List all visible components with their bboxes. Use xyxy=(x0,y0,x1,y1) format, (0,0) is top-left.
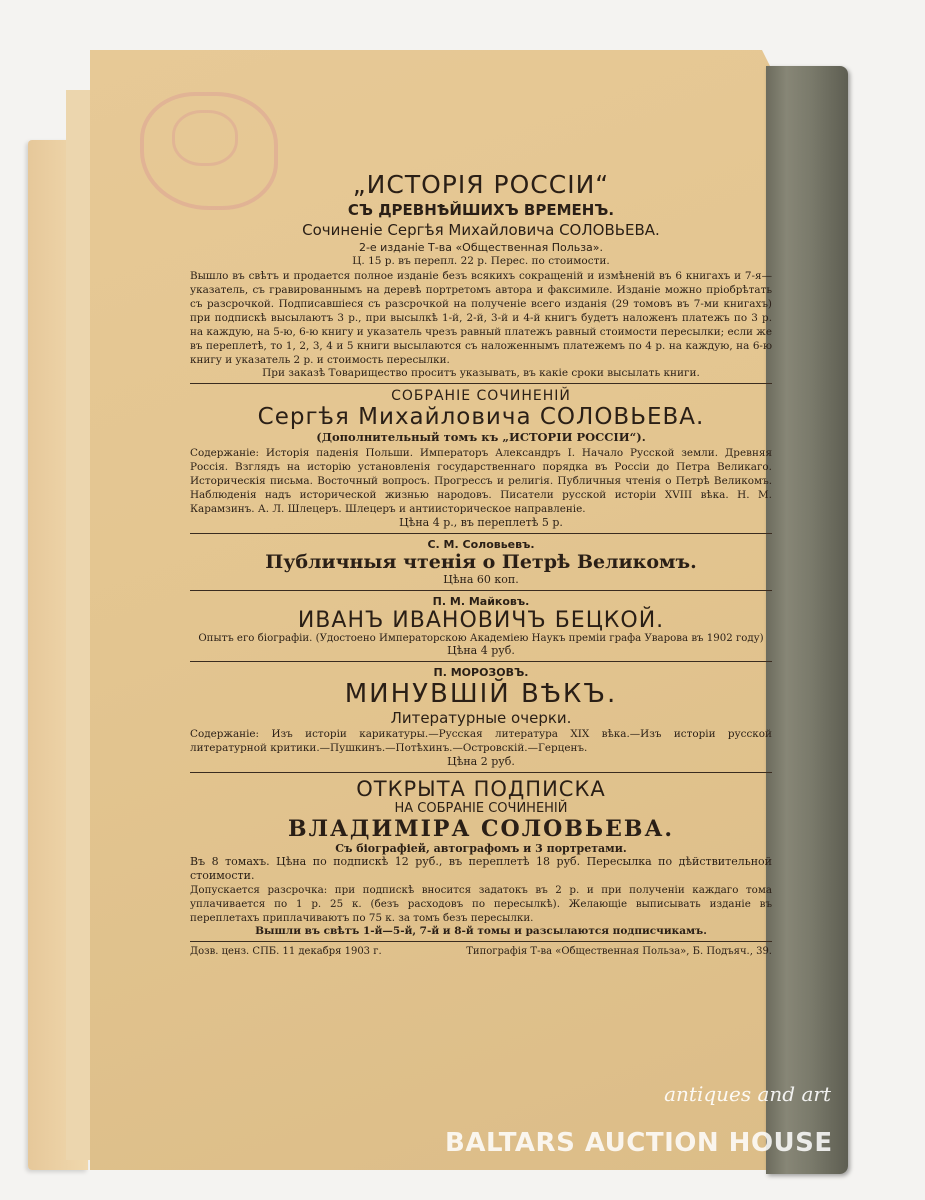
ad1-body: Вышло въ свѣтъ и продается полное изданіе безъ всякихъ сокращеній и измѣненій въ 6 книгахъ и 7-я—указатель, съ гравированнымъ на деревѣ портретомъ автора и факсимиле. Изданіе можно пріобрѣтать съ разсрочкой. Подписавшіеся съ разсрочкой на полученіе всего изданія (29 томовъ въ 7-ми книгахъ) при подпискѣ высылаютъ 3 р., при высылкѣ 1-й, 2-й, 3-й и 4-й книгъ будетъ наложенъ платежъ по 3 р. на каждую, на 5-ю, 6-ю книгу и указатель чрезъ равный платежъ равный стоимости пересылки; если же въ переплетѣ, то 1, 2, 3, 4 и 5 книги высылаются съ наложеннымъ платежемъ по 4 р. на каждую, на 6-ю книгу и указатель 2 р. и стоимость пересылки. xyxy=(190,270,772,366)
watermark-tagline: antiques and art xyxy=(664,1082,831,1106)
library-stamp-inner xyxy=(172,110,238,166)
censor-note: Дозв. ценз. СПБ. 11 декабря 1903 г. xyxy=(190,946,382,957)
watermark-name: BALTARS AUCTION HOUSE xyxy=(445,1128,833,1158)
ad5-price: Цѣна 2 руб. xyxy=(447,755,515,768)
ad2-header: СОБРАНІЕ СОЧИНЕНІЙ xyxy=(391,388,571,404)
ad6-title: ВЛАДИМІРА СОЛОВЬЕВА. xyxy=(287,816,675,842)
ad6-price: Въ 8 томахъ. Цѣна по подпискѣ 12 руб., въ переплетѣ 18 руб. Пересылка по дѣйствительной стоимости. xyxy=(190,855,772,882)
auction-watermark xyxy=(445,1080,845,1170)
ad1-note: При заказѣ Товарищество проситъ указывать, въ какіе сроки высылать книги. xyxy=(262,367,700,379)
divider xyxy=(190,941,772,942)
ad1-title: „ИСТОРІЯ РОССІИ“ xyxy=(352,170,610,199)
ad2-title: Сергѣя Михайловича СОЛОВЬЕВА. xyxy=(257,404,705,430)
ad2-price: Цѣна 4 р., въ переплетѣ 5 р. xyxy=(399,516,563,529)
ad1-edition: 2-е изданіе Т-ва «Общественная Польза». xyxy=(358,241,604,254)
ad5-body: Содержаніе: Изъ исторіи карикатуры.—Русская литература XIX вѣка.—Изъ исторіи русской литературной критики.—Пушкинъ.—Потѣхинъ.—Островскій.—Герценъ. xyxy=(190,728,772,754)
ad6-header: ОТКРЫТА ПОДПИСКА xyxy=(356,777,606,801)
ad6-installment: Допускается разсрочка: при подпискѣ вносится задатокъ въ 2 р. и при полученіи каждаго тома уплачивается по 1 р. 25 к. (безъ расходовъ по пересылкѣ). Желающіе выписывать изданіе въ переплетахъ приплачиваютъ по 75 к. за томъ безъ пересылки. xyxy=(190,884,772,924)
divider xyxy=(190,661,772,662)
advertisement-block xyxy=(190,170,772,957)
ad5-title: МИНУВШІЙ ВѢКЪ. xyxy=(344,679,618,709)
ad6-note: Съ біографіей, автографомъ и 3 портретами. xyxy=(335,842,627,855)
ad4-title: ИВАНЪ ИВАНОВИЧЪ БЕЦКОЙ. xyxy=(297,608,665,633)
ad6-sub: НА СОБРАНІЕ СОЧИНЕНІЙ xyxy=(394,801,568,816)
divider xyxy=(190,533,772,534)
ad4-body: Опытъ его біографіи. (Удостоено Императорскою Академіею Наукъ преміи графа Уварова въ 1902 году) xyxy=(198,633,764,644)
divider xyxy=(190,590,772,591)
divider xyxy=(190,772,772,773)
printer-note: Типографія Т-ва «Общественная Польза», Б. Подъяч., 39. xyxy=(466,946,772,957)
imprint-footer xyxy=(190,946,772,957)
ad3-author: С. М. Соловьевъ. xyxy=(427,538,535,551)
ad1-author: Сочиненіе Сергѣя Михайловича СОЛОВЬЕВА. xyxy=(302,221,660,239)
book-spine xyxy=(766,66,848,1174)
ad4-author: П. М. Майковъ. xyxy=(432,595,530,608)
ad3-title: Публичныя чтенія о Петрѣ Великомъ. xyxy=(265,551,697,573)
ad2-subtitle: (Дополнительный томъ къ „ИСТОРІИ РОССІИ“). xyxy=(316,430,646,444)
divider xyxy=(190,383,772,384)
ad5-author: П. МОРОЗОВЪ. xyxy=(433,666,529,679)
ad5-subtitle: Литературные очерки. xyxy=(390,709,572,727)
ad4-price: Цѣна 4 руб. xyxy=(447,644,515,657)
ad1-subtitle: СЪ ДРЕВНѢЙШИХЪ ВРЕМЕНЪ. xyxy=(347,201,615,219)
ad2-body: Содержаніе: Исторія паденія Польши. Императоръ Александръ I. Начало Русской земли. Древняя Россія. Взглядъ на исторію установленія государственнаго порядка въ Россіи до Петра Великаго. Историческія письма. Восточный вопросъ. Прогрессъ и религія. Публичныя чтенія о Петрѣ Великомъ. Наблюденія надъ исторической жизнью народовъ. Писатели русской исторіи XVIII вѣка. Н. М. Карамзинъ. А. Л. Шлецеръ. Шлецеръ и антиисторическое направленіе. xyxy=(190,447,772,515)
ad3-price: Цѣна 60 коп. xyxy=(443,573,519,586)
ad1-price: Ц. 15 р. въ перепл. 22 р. Перес. по стоимости. xyxy=(352,255,610,267)
ad6-status: Вышли въ свѣтъ 1-й—5-й, 7-й и 8-й томы и разсылаются подписчикамъ. xyxy=(255,925,707,937)
